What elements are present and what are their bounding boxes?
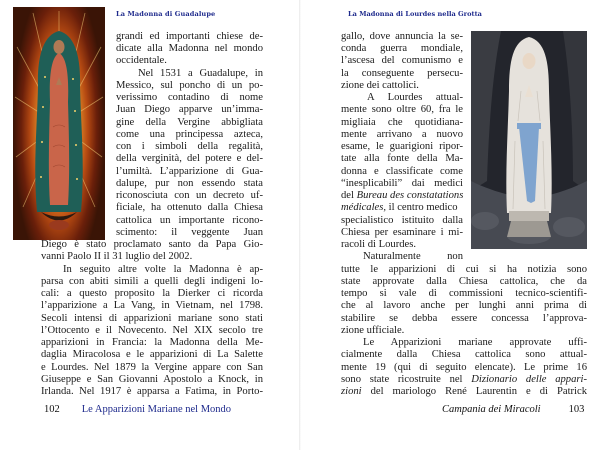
footer-left bbox=[44, 404, 231, 415]
guadalupe-image bbox=[13, 7, 105, 240]
text-line: Irlanda. Nel 1917 è apparsa a Fatima, in Porto- bbox=[41, 386, 263, 397]
italic-text: zioni bbox=[341, 386, 362, 397]
text-line: parsa con abiti simili a quelli degli indigeni lo- bbox=[41, 276, 263, 287]
text-line: la conseguente persecu- bbox=[341, 68, 463, 79]
text-line: ficiale, ha ottenuto dalla Chiesa bbox=[116, 202, 263, 213]
text-line: tutte le apparizioni di cui si ha notizia sono bbox=[341, 264, 587, 275]
text-line: Giuseppe e San Giovanni Apostolo a Knock, in bbox=[41, 374, 263, 385]
text-line: cattolica un importante ricono- bbox=[116, 215, 263, 226]
text-line bbox=[341, 202, 463, 214]
footer-title: Le Apparizioni Mariane nel Mondo bbox=[81, 404, 232, 415]
text-line: dalupe, pur non essendo stata bbox=[116, 178, 263, 189]
text-line: donna e classificate come bbox=[341, 166, 463, 177]
text-line: Juan Diego apparve un’imma- bbox=[116, 104, 263, 115]
text-line: Messico, sul poncho di un po- bbox=[116, 80, 263, 91]
text-line: conda guerra mondiale, bbox=[341, 43, 463, 54]
text-line: riconosciuta con un decreto uf- bbox=[116, 190, 263, 201]
text-line: vanni Paolo II il 31 luglio del 2002. bbox=[41, 251, 193, 262]
text-line: Chiesa per esaminare i mi- bbox=[341, 227, 463, 238]
text-line: tempo si vale di commissioni tecnico-scientifi- bbox=[341, 288, 587, 299]
text-line: cialmente dalla Chiesa cattolica sono attual- bbox=[341, 349, 587, 360]
text-line: occidentale. bbox=[116, 55, 167, 66]
italic-text: Bureau des constatations bbox=[356, 190, 463, 201]
text-line: l’ascesa del comunismo e bbox=[341, 55, 463, 66]
italic-text: Dizionario delle appari- bbox=[471, 374, 587, 385]
text-run: il centro medico bbox=[388, 202, 458, 213]
text-line: l’umiltà. L’apparizione di Gua- bbox=[116, 166, 263, 177]
text-line: che al lavoro anche per lunghi anni prima di bbox=[341, 300, 587, 311]
text-line: grandi ed importanti chiese de- bbox=[116, 31, 263, 42]
text-line: mente sono oltre 60, fra le bbox=[341, 104, 463, 115]
text-line: e Lourdes. Nel 1879 la Vergine appare con San bbox=[41, 362, 263, 373]
lourdes-image bbox=[471, 31, 587, 249]
text-line: Diego è stato proclamato santo da Papa Gio- bbox=[41, 239, 263, 250]
page-number: 103 bbox=[568, 404, 585, 415]
text-line bbox=[341, 386, 587, 398]
text-line: l’apparizione a La Vang, in Vietnam, nel 1798. bbox=[41, 300, 263, 311]
text-line bbox=[341, 374, 587, 386]
text-line bbox=[341, 190, 463, 202]
text-line: apparizioni in Francia: la Madonna della Me- bbox=[41, 337, 263, 348]
text-run: sono state ricostruite nel bbox=[341, 374, 463, 385]
left-page bbox=[0, 0, 299, 450]
text-line: stabilire se debba essere concessa l’approva- bbox=[341, 313, 587, 324]
text-line: gine della Vergine abbigliata bbox=[116, 117, 263, 128]
text-line: dicate alla Madonna nel mondo bbox=[116, 43, 263, 54]
text-line: l’Ottocento e il Novecento. Nel XIX secolo tre bbox=[41, 325, 263, 336]
text-line: Le Apparizioni mariane approvate uffi- bbox=[363, 337, 587, 348]
text-line: daglia Miracolosa e le apparizioni di La Salette bbox=[41, 349, 263, 360]
text-line: con i simboli della regalità, bbox=[116, 141, 263, 152]
text-line: cali: a questo proposito la Dierker ci ricorda bbox=[41, 288, 263, 299]
footer-title: Campania dei Miracoli bbox=[442, 404, 541, 415]
text-line: specialistico istituito dalla bbox=[341, 215, 463, 226]
text-line: racoli di Lourdes. bbox=[341, 239, 417, 250]
text-line: Naturalmente non bbox=[363, 251, 463, 262]
text-line: verissimo contadino di nome bbox=[116, 92, 263, 103]
text-line: “inesplicabili” dai medici bbox=[341, 178, 463, 189]
text-line: mente arrivano a nuovo bbox=[341, 129, 463, 140]
text-line: Secoli intensi di apparizioni mariane sono stati bbox=[41, 313, 263, 324]
guadalupe-figure-icon bbox=[13, 7, 105, 240]
footer-right bbox=[442, 404, 584, 415]
text-run: del mariologo René Laurentin e di Patrick bbox=[370, 386, 587, 397]
text-line: scimento: il veggente Juan bbox=[116, 227, 263, 238]
text-line: A Lourdes attual- bbox=[367, 92, 463, 103]
text-line: della verginità, del potere e del- bbox=[116, 153, 263, 164]
text-line: esame, le guarigioni ripor- bbox=[341, 141, 463, 152]
running-head-right: La Madonna di Lourdes nella Grotta bbox=[348, 10, 482, 18]
page-number: 102 bbox=[44, 404, 60, 415]
text-line: tate alla fonte della Ma- bbox=[341, 153, 463, 164]
text-line: come una principessa azteca, bbox=[116, 129, 263, 140]
text-line: migliaia che quotidiana- bbox=[341, 117, 463, 128]
italic-text: médicales, bbox=[341, 202, 387, 213]
text-line: state approvate dalla Chiesa cattolica, che da bbox=[341, 276, 587, 287]
text-line: zione dei cattolici. bbox=[341, 80, 419, 91]
text-line: gallo, dove annuncia la se- bbox=[341, 31, 463, 42]
lourdes-statue-icon bbox=[471, 31, 587, 249]
text-line: In seguito altre volte la Madonna è ap- bbox=[63, 264, 263, 275]
text-line: mente 19 (qui di seguito elencate). Le prime 16 bbox=[341, 362, 587, 373]
text-line: zione ufficiale. bbox=[341, 325, 405, 336]
right-page bbox=[301, 0, 600, 450]
text-line: Nel 1531 a Guadalupe, in bbox=[138, 68, 263, 79]
running-head-left: La Madonna di Guadalupe bbox=[116, 10, 216, 18]
text-run: del bbox=[341, 190, 354, 201]
